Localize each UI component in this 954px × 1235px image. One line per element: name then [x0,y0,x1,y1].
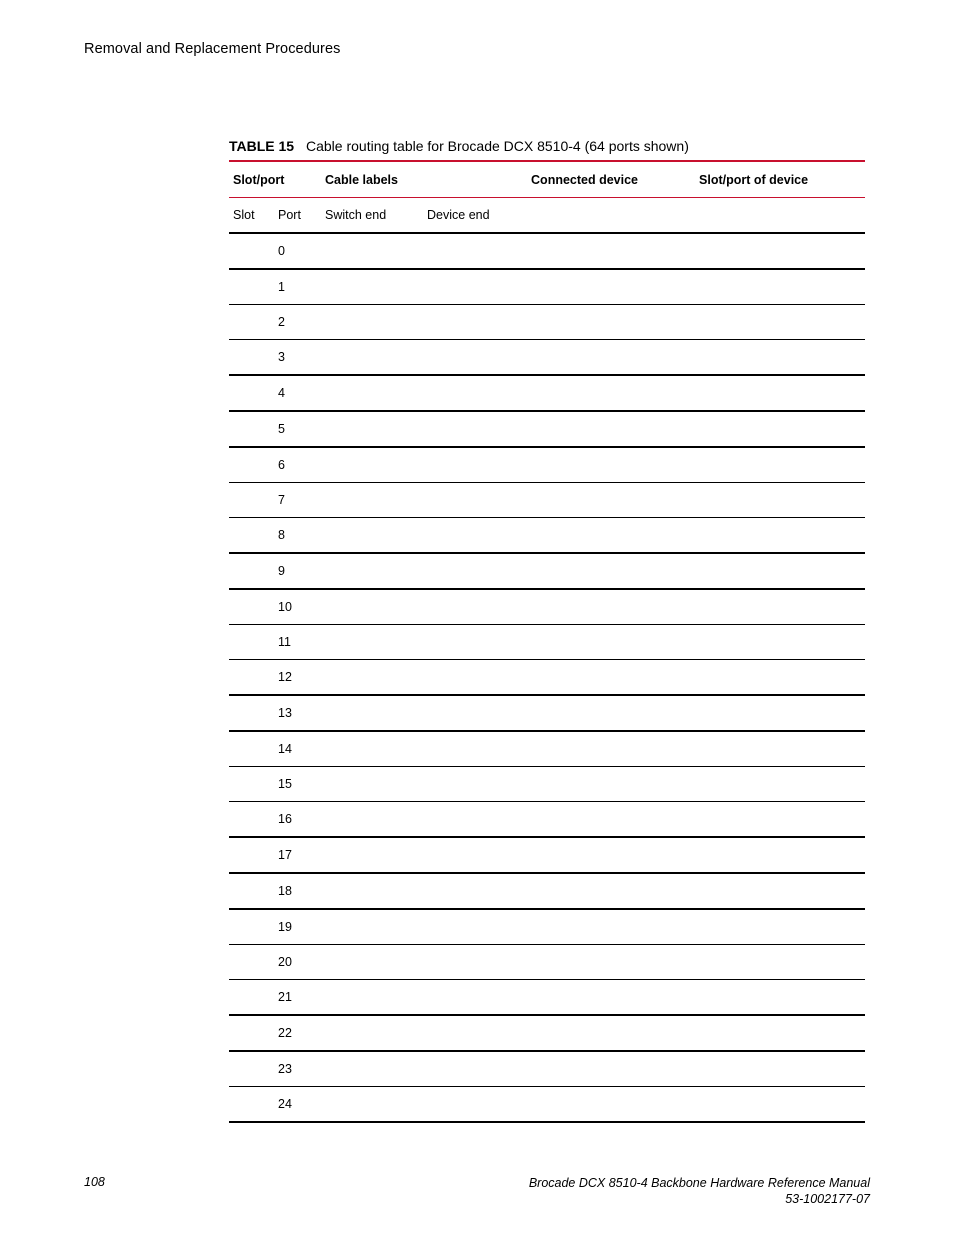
empty-cell [423,945,527,980]
empty-cell [229,909,274,945]
table-caption [229,138,865,154]
port-number-cell: 22 [274,1015,321,1051]
empty-cell [527,802,695,838]
empty-cell [527,269,695,305]
empty-cell [527,375,695,411]
empty-cell [695,269,865,305]
table-row [229,767,865,802]
empty-cell [695,375,865,411]
empty-cell [695,873,865,909]
table-row [229,802,865,838]
table-row [229,483,865,518]
subheader-switch-end: Switch end [321,198,423,234]
empty-cell [527,518,695,554]
empty-cell [527,553,695,589]
empty-cell [695,553,865,589]
empty-cell [423,518,527,554]
table-row [229,909,865,945]
empty-cell [229,945,274,980]
empty-cell [423,1015,527,1051]
empty-cell [229,873,274,909]
table-row [229,589,865,625]
empty-cell [321,553,423,589]
running-header: Removal and Replacement Procedures [84,41,341,57]
port-number-cell: 7 [274,483,321,518]
table-row [229,305,865,340]
table-row [229,269,865,305]
empty-cell [423,553,527,589]
empty-cell [321,233,423,269]
empty-cell [229,731,274,767]
table-row [229,660,865,696]
empty-cell [423,767,527,802]
table-caption-text: Cable routing table for Brocade DCX 8510-4 (64 ports shown) [305,138,689,154]
empty-cell [423,447,527,483]
empty-cell [229,589,274,625]
empty-cell [229,483,274,518]
empty-cell [229,695,274,731]
footer-manual-title: Brocade DCX 8510-4 Backbone Hardware Reference Manual [528,1176,870,1190]
table-row [229,553,865,589]
empty-cell [321,980,423,1016]
port-number-cell: 10 [274,589,321,625]
table-row [229,980,865,1016]
empty-cell [695,945,865,980]
empty-cell [527,233,695,269]
empty-cell [229,980,274,1016]
port-number-cell: 4 [274,375,321,411]
empty-cell [229,1087,274,1123]
subheader-slot: Slot [229,198,274,234]
port-number-cell: 1 [274,269,321,305]
empty-cell [527,483,695,518]
cable-routing-table-container [229,160,865,1123]
empty-cell [527,660,695,696]
empty-cell [695,660,865,696]
subheader-empty [695,198,865,234]
empty-cell [229,837,274,873]
header-row-secondary [229,198,865,234]
empty-cell [695,233,865,269]
empty-cell [695,483,865,518]
port-number-cell: 8 [274,518,321,554]
cable-routing-table [229,162,865,1123]
empty-cell [321,1051,423,1087]
table-row [229,695,865,731]
empty-cell [423,375,527,411]
empty-cell [321,909,423,945]
empty-cell [695,1087,865,1123]
empty-cell [423,233,527,269]
empty-cell [321,802,423,838]
empty-cell [423,305,527,340]
empty-cell [423,411,527,447]
empty-cell [321,695,423,731]
empty-cell [695,980,865,1016]
port-number-cell: 3 [274,340,321,376]
empty-cell [321,873,423,909]
empty-cell [423,731,527,767]
empty-cell [423,589,527,625]
empty-cell [321,411,423,447]
empty-cell [695,1051,865,1087]
empty-cell [527,340,695,376]
empty-cell [321,589,423,625]
header-connected-device: Connected device [527,162,695,198]
empty-cell [695,589,865,625]
table-row [229,1015,865,1051]
empty-cell [527,980,695,1016]
empty-cell [229,1015,274,1051]
empty-cell [527,731,695,767]
empty-cell [229,518,274,554]
port-number-cell: 9 [274,553,321,589]
empty-cell [229,411,274,447]
empty-cell [695,1015,865,1051]
table-row [229,340,865,376]
subheader-device-end: Device end [423,198,527,234]
empty-cell [695,909,865,945]
table-row [229,233,865,269]
header-row-primary [229,162,865,198]
port-number-cell: 21 [274,980,321,1016]
table-row [229,1051,865,1087]
footer-doc-number: 53-1002177-07 [785,1192,870,1206]
empty-cell [423,625,527,660]
empty-cell [527,447,695,483]
empty-cell [321,1087,423,1123]
table-row [229,837,865,873]
empty-cell [695,731,865,767]
empty-cell [321,660,423,696]
empty-cell [321,945,423,980]
port-number-cell: 19 [274,909,321,945]
empty-cell [321,375,423,411]
port-number-cell: 5 [274,411,321,447]
header-slot-port: Slot/port [229,162,321,198]
empty-cell [321,340,423,376]
empty-cell [527,945,695,980]
empty-cell [321,731,423,767]
empty-cell [229,305,274,340]
table-row [229,1087,865,1123]
port-number-cell: 23 [274,1051,321,1087]
empty-cell [423,269,527,305]
empty-cell [423,802,527,838]
table-row [229,518,865,554]
header-slot-port-of-device: Slot/port of device [695,162,865,198]
empty-cell [423,980,527,1016]
empty-cell [423,660,527,696]
page-number: 108 [84,1175,105,1189]
empty-cell [695,625,865,660]
empty-cell [527,873,695,909]
subheader-port: Port [274,198,321,234]
empty-cell [527,837,695,873]
table-row [229,375,865,411]
empty-cell [695,802,865,838]
empty-cell [527,1051,695,1087]
table-caption-label: TABLE 15 [229,138,295,154]
empty-cell [527,625,695,660]
empty-cell [695,340,865,376]
empty-cell [229,660,274,696]
empty-cell [423,909,527,945]
port-number-cell: 11 [274,625,321,660]
empty-cell [423,837,527,873]
port-number-cell: 15 [274,767,321,802]
port-number-cell: 17 [274,837,321,873]
empty-cell [695,767,865,802]
empty-cell [321,269,423,305]
table-row [229,411,865,447]
port-number-cell: 2 [274,305,321,340]
empty-cell [229,375,274,411]
empty-cell [527,411,695,447]
empty-cell [527,1087,695,1123]
empty-cell [527,909,695,945]
empty-cell [321,625,423,660]
header-cable-labels: Cable labels [321,162,527,198]
empty-cell [321,1015,423,1051]
empty-cell [321,447,423,483]
empty-cell [229,340,274,376]
empty-cell [229,1051,274,1087]
table-row [229,873,865,909]
empty-cell [527,767,695,802]
empty-cell [321,767,423,802]
empty-cell [527,305,695,340]
table-row [229,731,865,767]
port-number-cell: 12 [274,660,321,696]
table-row [229,625,865,660]
port-number-cell: 18 [274,873,321,909]
empty-cell [423,695,527,731]
port-number-cell: 20 [274,945,321,980]
empty-cell [695,837,865,873]
empty-cell [695,305,865,340]
empty-cell [321,305,423,340]
empty-cell [321,518,423,554]
empty-cell [695,695,865,731]
port-number-cell: 14 [274,731,321,767]
empty-cell [423,340,527,376]
empty-cell [229,767,274,802]
subheader-empty [527,198,695,234]
empty-cell [695,518,865,554]
table-row [229,945,865,980]
empty-cell [695,411,865,447]
empty-cell [229,625,274,660]
empty-cell [229,802,274,838]
table-body [229,233,865,1122]
port-number-cell: 16 [274,802,321,838]
empty-cell [695,447,865,483]
footer-doc-info [529,1175,870,1207]
empty-cell [229,447,274,483]
empty-cell [423,873,527,909]
empty-cell [321,483,423,518]
empty-cell [229,269,274,305]
empty-cell [527,695,695,731]
empty-cell [229,233,274,269]
empty-cell [423,1087,527,1123]
empty-cell [423,483,527,518]
port-number-cell: 0 [274,233,321,269]
port-number-cell: 13 [274,695,321,731]
table-row [229,447,865,483]
empty-cell [321,837,423,873]
empty-cell [527,1015,695,1051]
empty-cell [527,589,695,625]
port-number-cell: 6 [274,447,321,483]
empty-cell [423,1051,527,1087]
port-number-cell: 24 [274,1087,321,1123]
empty-cell [229,553,274,589]
